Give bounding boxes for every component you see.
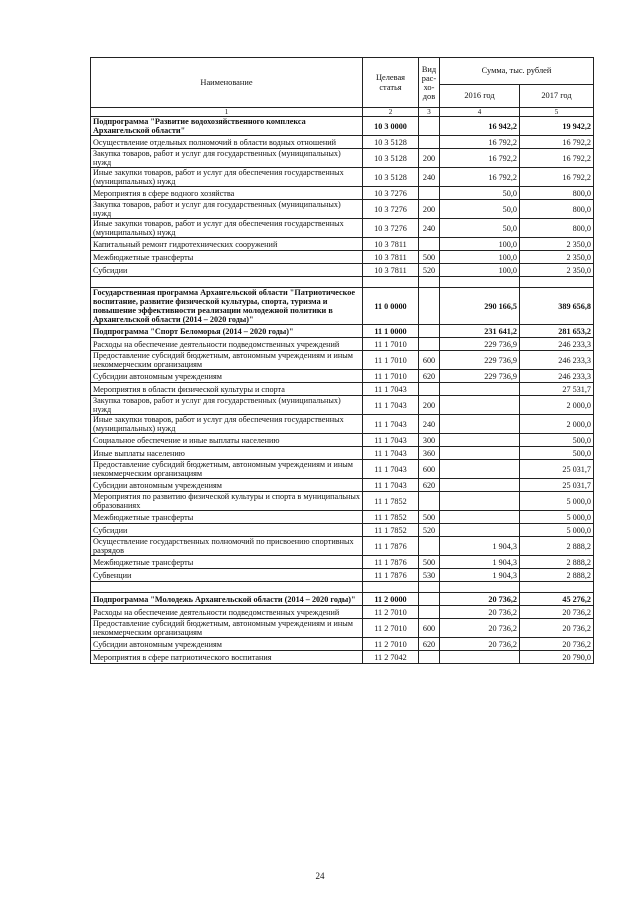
table-row xyxy=(91,264,594,277)
table-row xyxy=(91,383,594,396)
row-sum-2016: 20 736,2 xyxy=(440,606,520,619)
row-expense-type: 200 xyxy=(419,149,440,168)
spacer-cell xyxy=(520,582,594,593)
header-vid xyxy=(419,58,440,108)
row-sum-2017: 281 653,2 xyxy=(520,325,594,338)
table-row xyxy=(91,415,594,434)
row-name: Иные закупки товаров, работ и услуг для обеспечения государственных (муниципальных) нужд xyxy=(91,219,363,238)
row-target-code: 11 1 7043 xyxy=(363,460,419,479)
row-expense-type xyxy=(419,136,440,149)
row-name: Государственная программа Архангельской области "Патриотическое воспитание, развитие физической культуры, спорта, туризма и повышение эффективности реализации молодежной политики в Архангельской области (2014 – 2020 годы)" xyxy=(91,288,363,325)
row-expense-type: 500 xyxy=(419,511,440,524)
table-row xyxy=(91,251,594,264)
row-sum-2017: 2 350,0 xyxy=(520,251,594,264)
row-sum-2016 xyxy=(440,434,520,447)
row-sum-2016: 16 792,2 xyxy=(440,168,520,187)
header-vid-line: Вид xyxy=(421,64,437,74)
row-sum-2016: 100,0 xyxy=(440,251,520,264)
header-target: Целевая статья xyxy=(363,58,419,108)
row-target-code: 11 1 7876 xyxy=(363,569,419,582)
row-sum-2016: 1 904,3 xyxy=(440,556,520,569)
row-expense-type xyxy=(419,537,440,556)
row-sum-2016 xyxy=(440,460,520,479)
row-expense-type: 200 xyxy=(419,200,440,219)
row-sum-2016 xyxy=(440,511,520,524)
table-row xyxy=(91,136,594,149)
row-target-code: 11 1 7876 xyxy=(363,556,419,569)
row-expense-type: 500 xyxy=(419,251,440,264)
row-sum-2017: 20 736,2 xyxy=(520,638,594,651)
row-expense-type: 620 xyxy=(419,638,440,651)
row-sum-2016: 229 736,9 xyxy=(440,370,520,383)
row-name: Социальное обеспечение и иные выплаты населению xyxy=(91,434,363,447)
row-sum-2016: 20 736,2 xyxy=(440,593,520,606)
row-expense-type: 600 xyxy=(419,619,440,638)
row-sum-2017: 45 276,2 xyxy=(520,593,594,606)
table-row xyxy=(91,370,594,383)
row-target-code: 11 1 7852 xyxy=(363,492,419,511)
row-expense-type: 240 xyxy=(419,219,440,238)
page-number: 24 xyxy=(315,871,325,881)
row-name: Субсидии xyxy=(91,264,363,277)
row-expense-type: 600 xyxy=(419,351,440,370)
row-name: Межбюджетные трансферты xyxy=(91,511,363,524)
row-expense-type: 240 xyxy=(419,415,440,434)
table-row xyxy=(91,511,594,524)
row-target-code: 11 1 7043 xyxy=(363,479,419,492)
table-row xyxy=(91,149,594,168)
row-sum-2017: 25 031,7 xyxy=(520,479,594,492)
row-sum-2017: 500,0 xyxy=(520,434,594,447)
row-sum-2017: 25 031,7 xyxy=(520,460,594,479)
row-target-code: 11 2 7010 xyxy=(363,606,419,619)
row-expense-type xyxy=(419,651,440,664)
table-row xyxy=(91,238,594,251)
spacer-cell xyxy=(419,277,440,288)
row-sum-2017: 246 233,3 xyxy=(520,351,594,370)
row-expense-type: 530 xyxy=(419,569,440,582)
row-sum-2017: 500,0 xyxy=(520,447,594,460)
row-target-code: 11 1 7010 xyxy=(363,351,419,370)
row-sum-2017: 2 000,0 xyxy=(520,396,594,415)
row-name: Межбюджетные трансферты xyxy=(91,556,363,569)
table-row xyxy=(91,434,594,447)
row-sum-2016: 16 792,2 xyxy=(440,149,520,168)
row-name: Осуществление государственных полномочий по присвоению спортивных разрядов xyxy=(91,537,363,556)
table-row xyxy=(91,396,594,415)
table-row xyxy=(91,556,594,569)
row-target-code: 11 1 7852 xyxy=(363,511,419,524)
row-sum-2016: 1 904,3 xyxy=(440,537,520,556)
row-name: Иные закупки товаров, работ и услуг для обеспечения государственных (муниципальных) нужд xyxy=(91,168,363,187)
col-number: 5 xyxy=(520,108,594,117)
row-sum-2016: 229 736,9 xyxy=(440,338,520,351)
row-sum-2016 xyxy=(440,524,520,537)
row-expense-type xyxy=(419,606,440,619)
row-expense-type xyxy=(419,187,440,200)
row-expense-type xyxy=(419,117,440,136)
row-sum-2016: 290 166,5 xyxy=(440,288,520,325)
row-sum-2017: 2 888,2 xyxy=(520,569,594,582)
row-name: Предоставление субсидий бюджетным, автономным учреждениям и иным некоммерческим организациям xyxy=(91,460,363,479)
row-sum-2017: 2 000,0 xyxy=(520,415,594,434)
row-name: Расходы на обеспечение деятельности подведомственных учреждений xyxy=(91,338,363,351)
table-row xyxy=(91,651,594,664)
row-name: Мероприятия в области физической культуры и спорта xyxy=(91,383,363,396)
table-body xyxy=(91,117,594,664)
table-row xyxy=(91,168,594,187)
row-target-code: 10 3 7811 xyxy=(363,251,419,264)
row-sum-2017: 246 233,3 xyxy=(520,338,594,351)
row-expense-type xyxy=(419,338,440,351)
header-sum: Сумма, тыс. рублей xyxy=(440,58,594,85)
row-sum-2017: 2 350,0 xyxy=(520,264,594,277)
row-sum-2017: 246 233,3 xyxy=(520,370,594,383)
row-name: Подпрограмма "Спорт Беломорья (2014 – 2020 годы)" xyxy=(91,325,363,338)
col-number: 1 xyxy=(91,108,363,117)
row-sum-2017: 2 350,0 xyxy=(520,238,594,251)
row-sum-2016: 229 736,9 xyxy=(440,351,520,370)
row-target-code: 10 3 7276 xyxy=(363,219,419,238)
budget-table xyxy=(90,57,594,664)
table-row xyxy=(91,569,594,582)
row-target-code: 11 1 7010 xyxy=(363,338,419,351)
row-sum-2016 xyxy=(440,415,520,434)
row-expense-type: 520 xyxy=(419,264,440,277)
table-row xyxy=(91,582,594,593)
row-expense-type xyxy=(419,238,440,251)
row-sum-2017: 2 888,2 xyxy=(520,556,594,569)
row-name: Субсидии автономным учреждениям xyxy=(91,638,363,651)
row-sum-2016: 50,0 xyxy=(440,187,520,200)
table-row xyxy=(91,351,594,370)
row-name: Субсидии автономным учреждениям xyxy=(91,479,363,492)
spacer-cell xyxy=(440,277,520,288)
row-target-code: 11 1 7043 xyxy=(363,434,419,447)
row-sum-2016: 20 736,2 xyxy=(440,638,520,651)
row-expense-type: 520 xyxy=(419,524,440,537)
row-expense-type: 360 xyxy=(419,447,440,460)
table-row xyxy=(91,277,594,288)
table-row xyxy=(91,638,594,651)
row-sum-2016 xyxy=(440,492,520,511)
spacer-cell xyxy=(440,582,520,593)
row-expense-type xyxy=(419,325,440,338)
table-row xyxy=(91,447,594,460)
row-sum-2017: 800,0 xyxy=(520,187,594,200)
row-expense-type xyxy=(419,492,440,511)
row-target-code: 11 2 7042 xyxy=(363,651,419,664)
row-target-code: 11 1 7876 xyxy=(363,537,419,556)
header-vid-line: рас- xyxy=(421,73,437,83)
table-row xyxy=(91,187,594,200)
row-target-code: 11 1 7043 xyxy=(363,447,419,460)
row-name: Осуществление отдельных полномочий в области водных отношений xyxy=(91,136,363,149)
table-row xyxy=(91,619,594,638)
row-target-code: 11 2 7010 xyxy=(363,619,419,638)
row-sum-2017: 20 736,2 xyxy=(520,619,594,638)
row-name: Подпрограмма "Развитие водохозяйственного комплекса Архангельской области" xyxy=(91,117,363,136)
row-target-code: 10 3 7276 xyxy=(363,187,419,200)
row-name: Подпрограмма "Молодежь Архангельской области (2014 – 2020 годы)" xyxy=(91,593,363,606)
row-target-code: 11 1 7043 xyxy=(363,415,419,434)
row-sum-2016 xyxy=(440,447,520,460)
row-sum-2017: 5 000,0 xyxy=(520,511,594,524)
header-2017: 2017 год xyxy=(520,85,594,108)
header-vid-line: дов xyxy=(422,91,436,101)
table-row xyxy=(91,200,594,219)
row-sum-2017: 800,0 xyxy=(520,219,594,238)
row-name: Капитальный ремонт гидротехнических сооружений xyxy=(91,238,363,251)
row-expense-type: 200 xyxy=(419,396,440,415)
row-sum-2017: 20 736,2 xyxy=(520,606,594,619)
row-name: Закупка товаров, работ и услуг для государственных (муниципальных) нужд xyxy=(91,200,363,219)
row-expense-type: 620 xyxy=(419,479,440,492)
row-name: Закупка товаров, работ и услуг для государственных (муниципальных) нужд xyxy=(91,396,363,415)
col-number: 2 xyxy=(363,108,419,117)
row-sum-2016: 231 641,2 xyxy=(440,325,520,338)
row-sum-2016 xyxy=(440,479,520,492)
row-expense-type: 600 xyxy=(419,460,440,479)
row-sum-2017: 5 000,0 xyxy=(520,524,594,537)
row-sum-2016: 50,0 xyxy=(440,219,520,238)
spacer-cell xyxy=(91,277,363,288)
row-name: Межбюджетные трансферты xyxy=(91,251,363,264)
row-sum-2016 xyxy=(440,651,520,664)
row-sum-2017: 16 792,2 xyxy=(520,136,594,149)
table-row xyxy=(91,524,594,537)
spacer-cell xyxy=(91,582,363,593)
table-row xyxy=(91,338,594,351)
row-sum-2017: 800,0 xyxy=(520,200,594,219)
row-expense-type: 300 xyxy=(419,434,440,447)
row-target-code: 11 2 0000 xyxy=(363,593,419,606)
row-sum-2016 xyxy=(440,383,520,396)
row-target-code: 10 3 0000 xyxy=(363,117,419,136)
row-expense-type xyxy=(419,593,440,606)
row-sum-2016: 1 904,3 xyxy=(440,569,520,582)
row-name: Субсидии xyxy=(91,524,363,537)
table-row xyxy=(91,325,594,338)
table-row xyxy=(91,219,594,238)
spacer-cell xyxy=(520,277,594,288)
row-name: Расходы на обеспечение деятельности подведомственных учреждений xyxy=(91,606,363,619)
row-expense-type: 240 xyxy=(419,168,440,187)
table-row xyxy=(91,537,594,556)
table-row xyxy=(91,460,594,479)
spacer-cell xyxy=(363,277,419,288)
header-2016: 2016 год xyxy=(440,85,520,108)
table-row xyxy=(91,593,594,606)
spacer-cell xyxy=(363,582,419,593)
row-target-code: 11 1 7043 xyxy=(363,383,419,396)
row-expense-type xyxy=(419,288,440,325)
row-sum-2017: 5 000,0 xyxy=(520,492,594,511)
row-expense-type: 500 xyxy=(419,556,440,569)
row-expense-type: 620 xyxy=(419,370,440,383)
row-target-code: 10 3 5128 xyxy=(363,136,419,149)
row-target-code: 11 1 7852 xyxy=(363,524,419,537)
row-name: Мероприятия в сфере водного хозяйства xyxy=(91,187,363,200)
row-target-code: 11 1 0000 xyxy=(363,325,419,338)
table-row xyxy=(91,479,594,492)
row-name: Мероприятия по развитию физической культуры и спорта в муниципальных образованиях xyxy=(91,492,363,511)
col-number: 3 xyxy=(419,108,440,117)
row-name: Субвенции xyxy=(91,569,363,582)
row-sum-2016: 20 736,2 xyxy=(440,619,520,638)
table-row xyxy=(91,117,594,136)
row-target-code: 11 1 7010 xyxy=(363,370,419,383)
row-sum-2016: 50,0 xyxy=(440,200,520,219)
row-target-code: 10 3 5128 xyxy=(363,168,419,187)
row-expense-type xyxy=(419,383,440,396)
row-name: Закупка товаров, работ и услуг для государственных (муниципальных) нужд xyxy=(91,149,363,168)
table-row xyxy=(91,606,594,619)
row-sum-2017: 16 792,2 xyxy=(520,168,594,187)
header-vid-line: хо- xyxy=(423,82,435,92)
row-name: Предоставление субсидий бюджетным, автономным учреждениям и иным некоммерческим организациям xyxy=(91,351,363,370)
spacer-cell xyxy=(419,582,440,593)
row-target-code: 10 3 7811 xyxy=(363,238,419,251)
row-sum-2016: 16 792,2 xyxy=(440,136,520,149)
row-target-code: 10 3 7276 xyxy=(363,200,419,219)
row-sum-2016: 100,0 xyxy=(440,264,520,277)
row-target-code: 11 2 7010 xyxy=(363,638,419,651)
row-name: Субсидии автономным учреждениям xyxy=(91,370,363,383)
row-sum-2017: 16 792,2 xyxy=(520,149,594,168)
row-name: Иные закупки товаров, работ и услуг для обеспечения государственных (муниципальных) нужд xyxy=(91,415,363,434)
row-sum-2016: 100,0 xyxy=(440,238,520,251)
row-name: Иные выплаты населению xyxy=(91,447,363,460)
row-sum-2017: 389 656,8 xyxy=(520,288,594,325)
row-name: Предоставление субсидий бюджетным, автономным учреждениям и иным некоммерческим организациям xyxy=(91,619,363,638)
row-sum-2017: 27 531,7 xyxy=(520,383,594,396)
row-target-code: 11 0 0000 xyxy=(363,288,419,325)
row-name: Мероприятия в сфере патриотического воспитания xyxy=(91,651,363,664)
col-number: 4 xyxy=(440,108,520,117)
header-name: Наименование xyxy=(91,58,363,108)
row-sum-2017: 2 888,2 xyxy=(520,537,594,556)
row-target-code: 10 3 7811 xyxy=(363,264,419,277)
row-sum-2016 xyxy=(440,396,520,415)
row-sum-2016: 16 942,2 xyxy=(440,117,520,136)
row-target-code: 11 1 7043 xyxy=(363,396,419,415)
table-row xyxy=(91,492,594,511)
row-sum-2017: 20 790,0 xyxy=(520,651,594,664)
row-sum-2017: 19 942,2 xyxy=(520,117,594,136)
table-row xyxy=(91,288,594,325)
row-target-code: 10 3 5128 xyxy=(363,149,419,168)
